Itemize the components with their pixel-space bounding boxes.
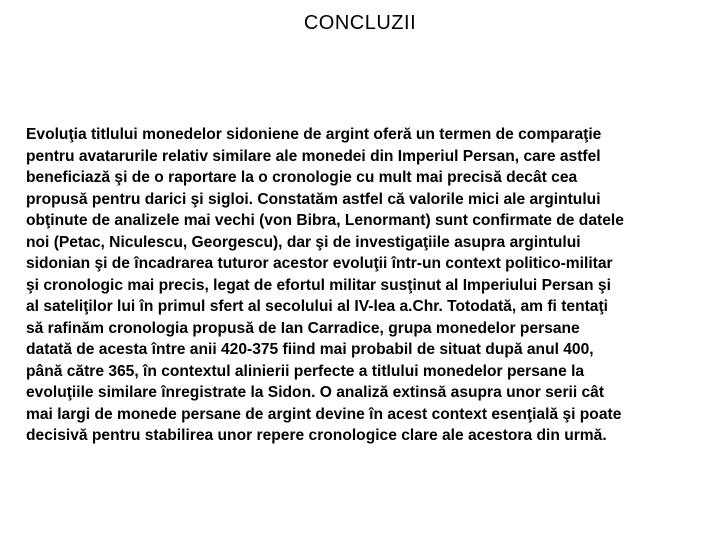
paragraph-line: până către 365, în contextul alinierii perfecte a titlului monedelor persane la [26, 362, 585, 380]
slide-title: CONCLUZII [303, 12, 417, 34]
paragraph-line: pentru avatarurile relativ similare ale monedei din Imperiul Persan, care astfel [26, 147, 601, 165]
paragraph-line: beneficiază şi de o raportare la o cronologie cu mult mai precisă decât cea [26, 169, 578, 186]
paragraph-line: mai largi de monede persane de argint devine în acest context esenţială şi poate [26, 405, 622, 423]
paragraph-line: evoluţiile similare înregistrate la Sidon. O analiză extinsă asupra unor serii cât [26, 384, 605, 401]
paragraph-line: sidonian şi de încadrarea tuturor acestor evoluţii într-un context politico-militar [26, 255, 613, 272]
paragraph-line: datată de acesta între anii 420-375 fiind mai probabil de situat după anul 400, [26, 341, 594, 358]
paragraph-line: noi (Petac, Niculescu, Georgescu), dar şi de investigaţiile asupra argintului [26, 233, 581, 251]
paragraph-line: al sateliţilor lui în primul sfert al secolului al IV-lea a.Chr. Totodată, am fi tentaţi [26, 298, 609, 315]
paragraph-line: obţinute de analizele mai vechi (von Bibra, Lenormant) sunt confirmate de datele [26, 212, 624, 229]
paragraph-line: Evoluţia titlului monedelor sidoniene de argint oferă un termen de comparaţie [26, 126, 602, 143]
paragraph-line: propusă pentru darici şi sigloi. Constatăm astfel că valorile mici ale argintului [26, 190, 601, 208]
conclusion-paragraph [26, 124, 716, 447]
paragraph-line: decisivă pentru stabilirea unor repere cronologice clare ale acestora din urmă. [26, 427, 607, 444]
paragraph-line: şi cronologic mai precis, legat de efortul militar susţinut al Imperiului Persan şi [26, 276, 611, 294]
paragraph-line: să rafinăm cronologia propusă de Ian Carradice, grupa monedelor persane [26, 319, 580, 337]
